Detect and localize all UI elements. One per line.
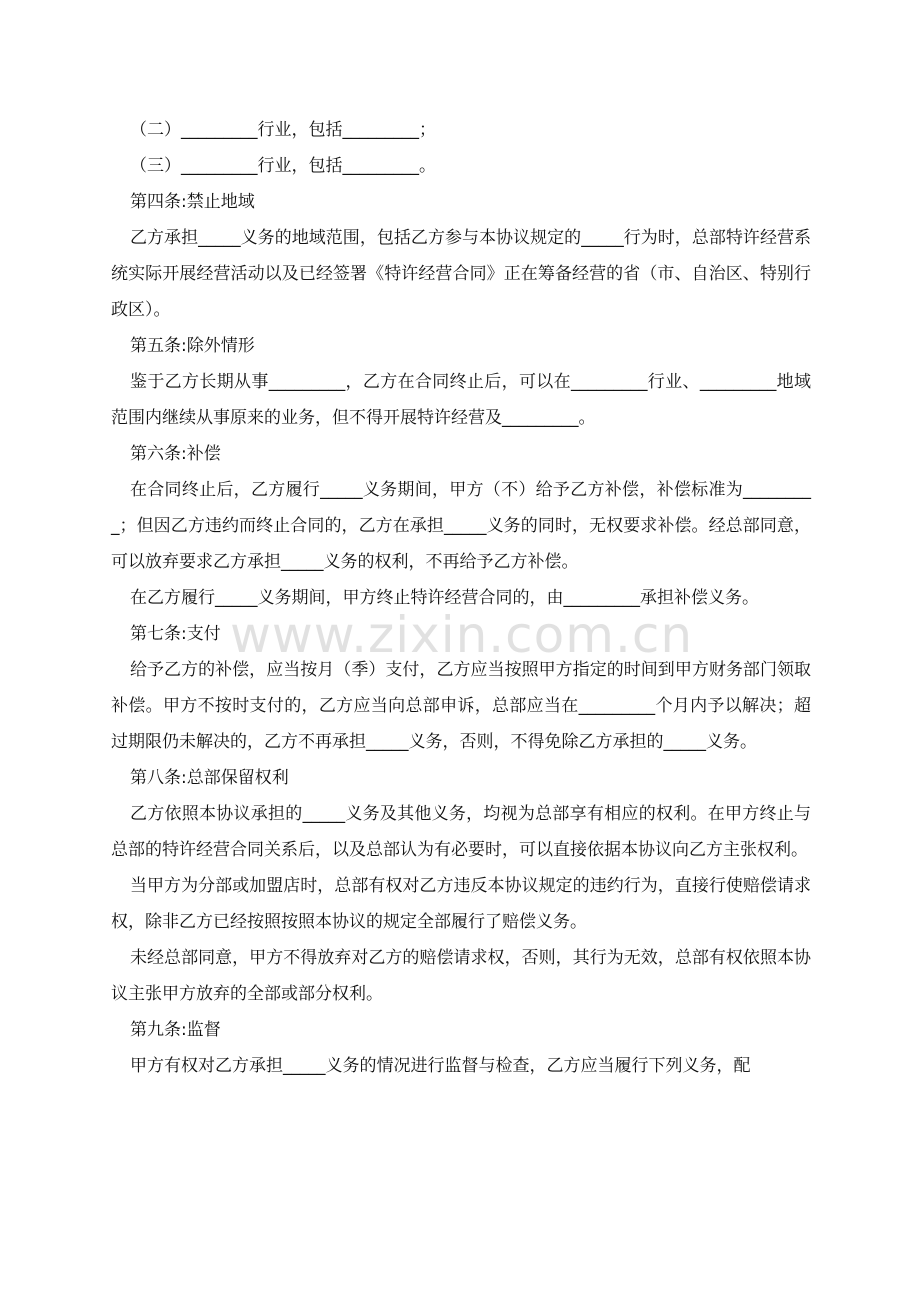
article-9-paragraph: 甲方有权对乙方承担_____义务的情况进行监督与检查，乙方应当履行下列义务，配	[130, 1056, 751, 1076]
clause-item-2: （二）_________行业，包括_________；	[130, 120, 436, 140]
article-7-paragraph: 给予乙方的补偿，应当按月（季）支付，乙方应当按照甲方指定的时间到甲方财务部门领取补偿。甲方不按时支付的，乙方应当向总部申诉，总部应当在_________个月内予以解决；超过期限仍未解决的，乙方不再承担_____义务，否则，不得免除乙方承担的_____义务。	[111, 660, 811, 752]
article-6-paragraph-1: 在合同终止后，乙方履行_____义务期间，甲方（不）给予乙方补偿，补偿标准为_________；但因乙方违约而终止合同的，乙方在承担_____义务的同时，无权要求补偿。经总部同意，可以放弃要求乙方承担_____义务的权利，不再给予乙方补偿。	[111, 480, 811, 572]
article-7-heading: 第七条:支付	[130, 624, 221, 644]
clause-item-3: （三）_________行业，包括_________。	[130, 156, 436, 176]
article-6-paragraph-2: 在乙方履行_____义务期间，甲方终止特许经营合同的，由_________承担补偿义务。	[130, 588, 759, 608]
document-body	[111, 112, 811, 1084]
article-5-paragraph: 鉴于乙方长期从事_________，乙方在合同终止后，可以在_________行业、_________地域范围内继续从事原来的业务，但不得开展特许经营及_________。	[111, 372, 811, 428]
article-8-heading: 第八条:总部保留权利	[130, 768, 289, 788]
article-4-paragraph: 乙方承担_____义务的地域范围，包括乙方参与本协议规定的_____行为时，总部特许经营系统实际开展经营活动以及已经签署《特许经营合同》正在筹备经营的省（市、自治区、特别行政区）。	[111, 228, 811, 320]
article-5-heading: 第五条:除外情形	[130, 336, 255, 356]
watermark: www.zixin.com.cn	[230, 606, 694, 664]
article-8-paragraph-1: 乙方依照本协议承担的_____义务及其他义务，均视为总部享有相应的权利。在甲方终止与总部的特许经营合同关系后，以及总部认为有必要时，可以直接依据本协议向乙方主张权利。	[111, 804, 811, 860]
article-8-paragraph-2: 当甲方为分部或加盟店时，总部有权对乙方违反本协议规定的违约行为，直接行使赔偿请求权，除非乙方已经按照按照本协议的规定全部履行了赔偿义务。	[111, 876, 811, 932]
article-6-heading: 第六条:补偿	[130, 444, 221, 464]
article-9-heading: 第九条:监督	[130, 1020, 221, 1040]
article-8-paragraph-3: 未经总部同意，甲方不得放弃对乙方的赔偿请求权，否则，其行为无效，总部有权依照本协议主张甲方放弃的全部或部分权利。	[111, 948, 811, 1004]
article-4-heading: 第四条:禁止地域	[130, 192, 255, 212]
